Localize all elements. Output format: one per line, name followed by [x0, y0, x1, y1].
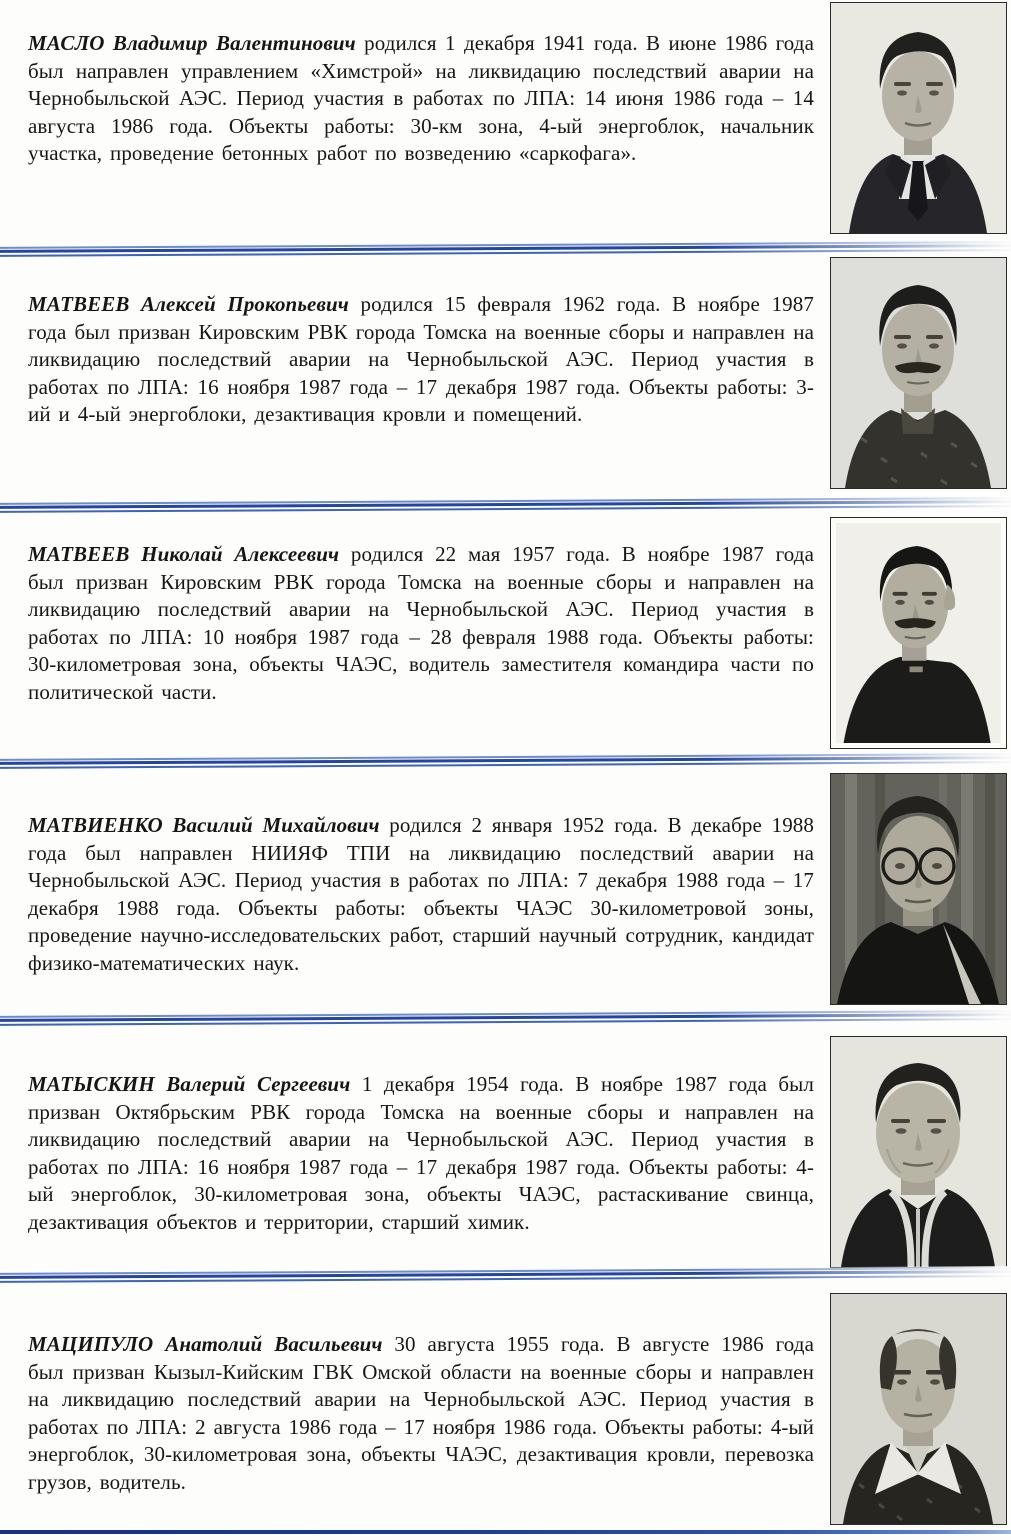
entry-body: 1 декабря 1954 года. В ноябре 1987 года был призван Октябрьским РВК города Томска на военные сборы и направлен на ликвидацию последствий аварии на Чернобыльской АЭС. Период участия в работах по ЛПА: 16 ноября 1987 года – 17 декабря 1987 года. Объекты работы: 4-ый энергоблок, 30-километровая зона, объекты ЧАЭС, растаскивание свинца, дезактивация объектов и территории, старший химик. [28, 1072, 814, 1234]
entry-text [28, 291, 814, 429]
entry-body: родился 22 мая 1957 года. В ноябре 1987 года был призван Кировским РВК города Томска на военные сборы и направлен на ликвидацию последствий аварии на Чернобыльской АЭС. Период участия в работах по ЛПА: 10 ноября 1987 года – 28 февраля 1988 года. Объекты работы: 30-километровая зона, объекты ЧАЭС, водитель заместителя командира части по политической части. [28, 542, 814, 704]
portrait-photo [830, 1293, 1007, 1525]
entry-name: МАТЫСКИН Валерий Сергеевич [28, 1072, 351, 1096]
portrait-man-glasses [831, 774, 1006, 1004]
portrait-man-balding-collar [831, 1294, 1006, 1524]
entry-text [28, 1071, 814, 1236]
entry-text [28, 812, 814, 977]
page-bottom-rule [0, 1530, 1011, 1534]
section-divider [0, 753, 1011, 771]
entry-text [28, 30, 814, 168]
entry-body: родился 15 февраля 1962 года. В ноябре 1987 года был призван Кировским РВК города Томска на военные сборы и направлен на ликвидацию последствий аварии на Чернобыльской АЭС. Период участия в работах по ЛПА: 16 ноября 1987 года – 17 декабря 1987 года. Объекты работы: 3-ий и 4-ый энергоблоки, дезактивация кровли и помещений. [28, 292, 814, 426]
portrait-man-moustache-jacket [836, 523, 1001, 743]
portrait-man-suit-tie [831, 3, 1006, 233]
portrait-photo [830, 1036, 1007, 1268]
portrait-photo [830, 2, 1007, 234]
entry-name: МАТВЕЕВ Николай Алексеевич [28, 542, 340, 566]
entry-name: МАТВИЕНКО Василий Михайлович [28, 813, 380, 837]
entry-name: МАЦИПУЛО Анатолий Васильевич [28, 1332, 383, 1356]
entry-name: МАТВЕЕВ Алексей Прокопьевич [28, 292, 349, 316]
portrait-man-track-jacket [831, 1037, 1006, 1267]
entry-name: МАСЛО Владимир Валентинович [28, 31, 356, 55]
section-divider [0, 497, 1011, 515]
entry-text [28, 1331, 814, 1496]
section-divider [0, 1010, 1011, 1028]
portrait-photo [830, 257, 1007, 489]
portrait-photo [830, 517, 1007, 749]
entry-body: родился 1 декабря 1941 года. В июне 1986 года был направлен управлением «Химстрой» на ликвидацию последствий аварии на Чернобыльской АЭС. Период участия в работах по ЛПА: 14 июня 1986 года – 14 августа 1986 года. Объекты работы: 30-км зона, 4-ый энергоблок, начальник участка, проведение бетонных работ по возведению «саркофага». [28, 31, 815, 165]
portrait-man-moustache-sweater [831, 258, 1006, 488]
portrait-photo [830, 773, 1007, 1005]
entry-text [28, 541, 814, 706]
entry-body: родился 2 января 1952 года. В декабре 1988 года был направлен НИИЯФ ТПИ на ликвидацию последствий аварии на Чернобыльской АЭС. Период участия в работах по ЛПА: 7 декабря 1988 года – 17 декабря 1988 года. Объекты работы: объекты ЧАЭС 30-километровой зоны, проведение научно-исследовательских работ, старший научный сотрудник, кандидат физико-математических наук. [28, 813, 815, 975]
section-divider [0, 1267, 1011, 1285]
entry-body: 30 августа 1955 года. В августе 1986 года был призван Кызыл-Кийским ГВК Омской области на военные сборы и направлен на ликвидацию последствий аварии на Чернобыльской АЭС. Период участия в работах по ЛПА: 2 августа 1986 года – 17 ноября 1986 года. Объекты работы: 4-ый энергоблок, 30-километровая зона, объекты ЧАЭС, дезактивация кровли, перевозка грузов, водитель. [28, 1332, 814, 1494]
